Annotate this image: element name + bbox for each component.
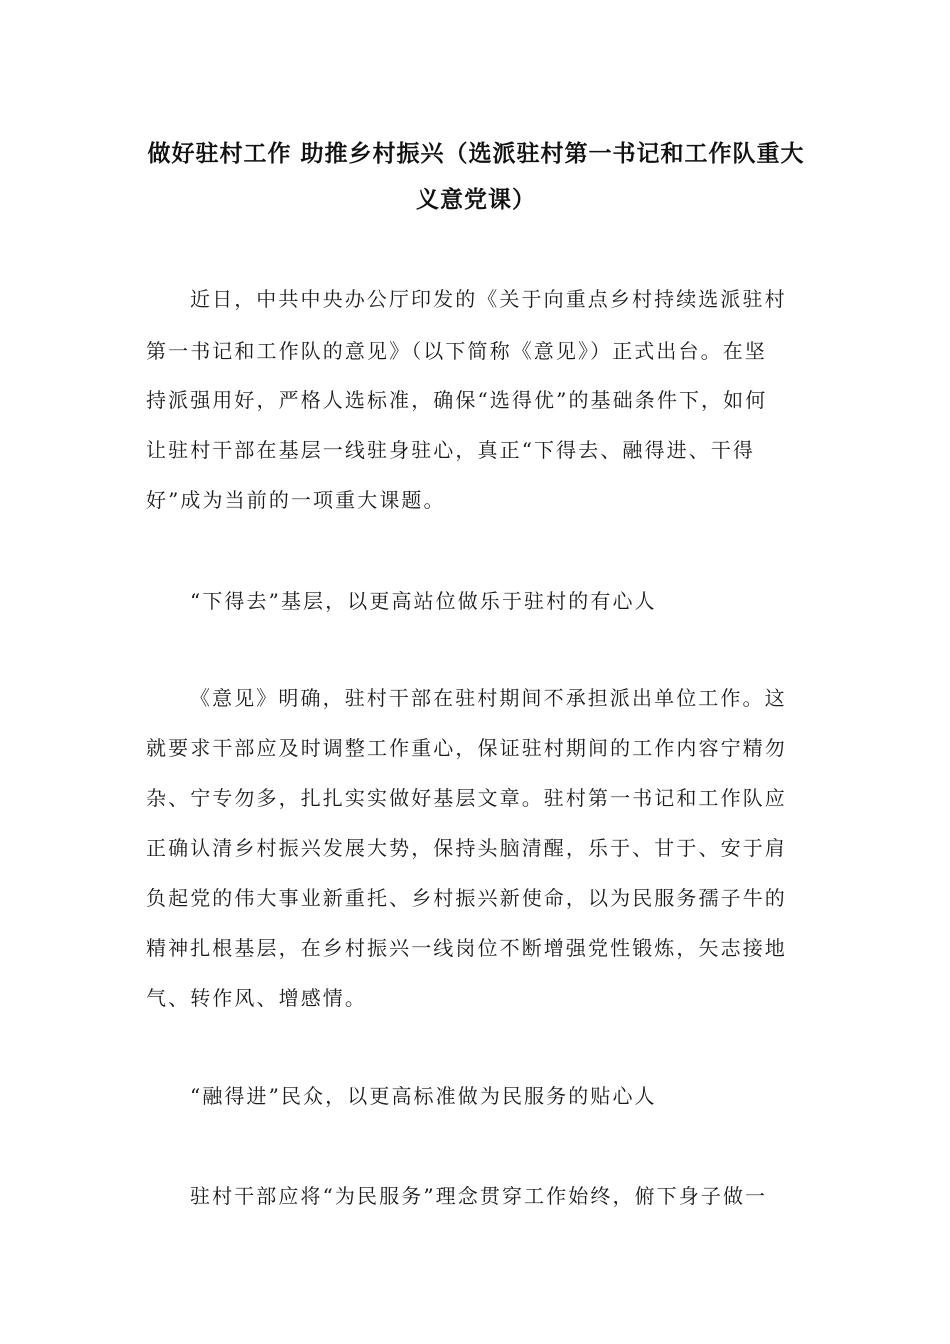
paragraph-2-line-7: 气、转作风、增感情。 [146,986,367,1010]
paragraph-2-line-1: 《意见》明确，驻村干部在驻村期间不承担派出单位工作。这 [190,686,787,710]
paragraph-1-line-4: 让驻村干部在基层一线驻身驻心，真正“下得去、融得进、干得 [146,438,756,462]
paragraph-1-line-1: 近日，中共中央办公厅印发的《关于向重点乡村持续选派驻村 [190,287,787,311]
paragraph-2-line-4: 正确认清乡村振兴发展大势，保持头脑清醒，乐于、甘于、安于肩 [146,836,787,860]
paragraph-2-line-3: 杂、宁专勿多，扎扎实实做好基层文章。驻村第一书记和工作队应 [146,786,787,810]
paragraph-2-line-5: 负起党的伟大事业新重托、乡村振兴新使命，以为民服务孺子牛的 [146,886,787,910]
paragraph-2-line-6: 精神扎根基层，在乡村振兴一线岗位不断增强党性锻炼，矢志接地 [146,936,787,960]
paragraph-1-line-2: 第一书记和工作队的意见》（以下简称《意见》）正式出台。在坚 [146,339,767,363]
section-heading-2: “融得进”民众，以更高标准做为民服务的贴心人 [190,1084,657,1108]
paragraph-1-line-3: 持派强用好，严格人选标准，确保“选得优”的基础条件下，如何 [146,388,768,412]
section-heading-1: “下得去”基层，以更高站位做乐于驻村的有心人 [190,589,657,613]
paragraph-3-line-1: 驻村干部应将“为民服务”理念贯穿工作始终，俯下身子做一 [190,1184,768,1208]
paragraph-1-line-5: 好”成为当前的一项重大课题。 [146,488,446,512]
document-title: 做好驻村工作 助推乡村振兴（选派驻村第一书记和工作队重大义意党课） [147,141,805,213]
paragraph-2-line-2: 就要求干部应及时调整工作重心，保证驻村期间的工作内容宁精勿 [146,736,787,760]
